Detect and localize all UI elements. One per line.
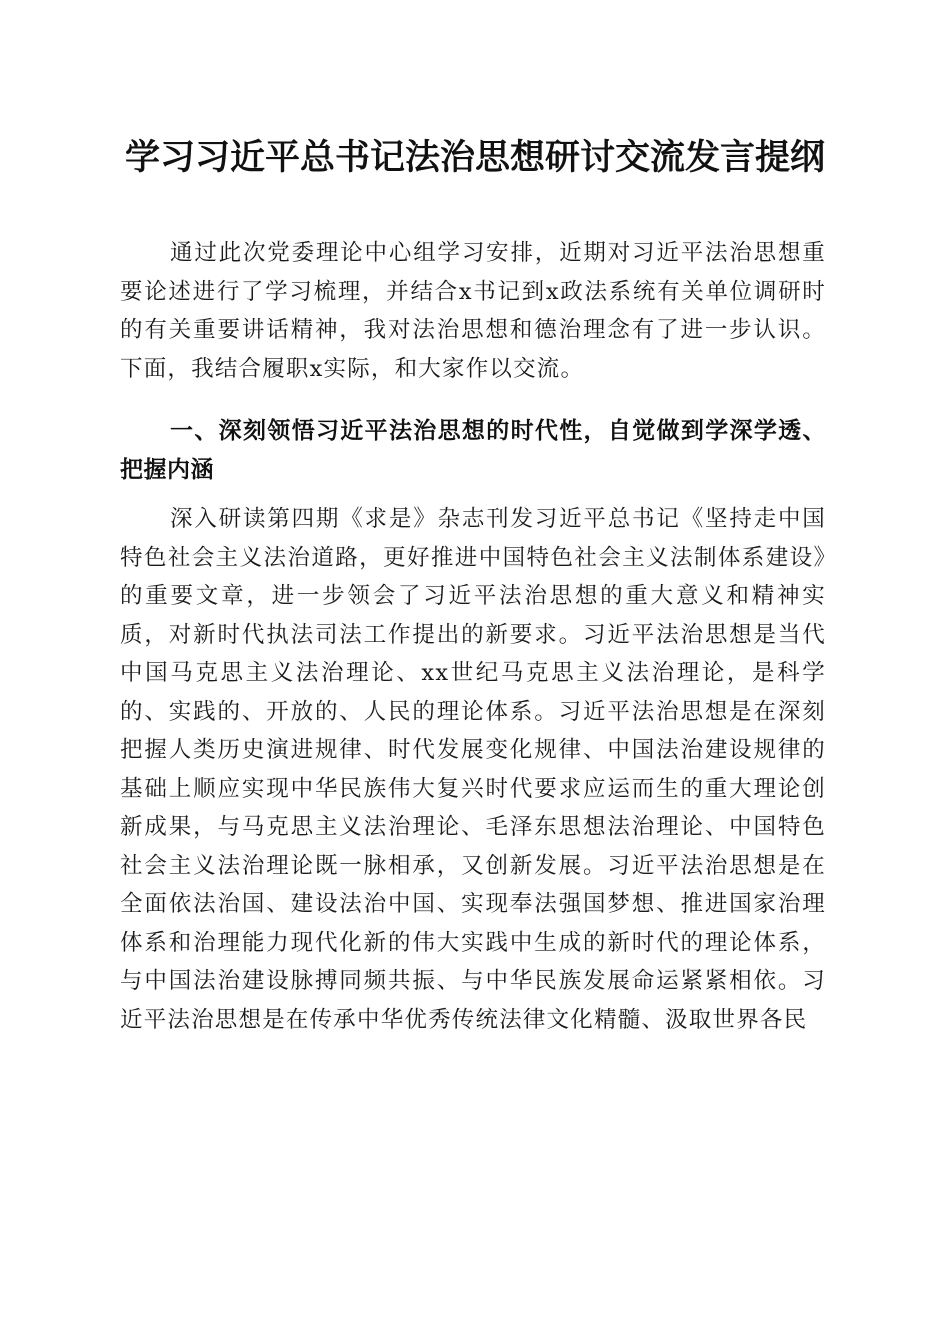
section-paragraph: 深入研读第四期《求是》杂志刊发习近平总书记《坚持走中国特色社会主义法治道路，更好推进中国特色社会主义法制体系建设》的重要文章，进一步领会了习近平法治思想的重大意义和精神实质，对新时代执法司法工作提出的新要求。习近平法治思想是当代中国马克思主义法治理论、xx世纪马克思主义法治理论，是科学的、实践的、开放的、人民的理论体系。习近平法治思想是在深刻把握人类历史演进规律、时代发展变化规律、中国法治建设规律的基础上顺应实现中华民族伟大复兴时代要求应运而生的重大理论创新成果，与马克思主义法治理论、毛泽东思想法治理论、中国特色社会主义法治理论既一脉相承，又创新发展。习近平法治思想是在全面依法治国、建设法治中国、实现奉法强国梦想、推进国家治理体系和治理能力现代化新的伟大实践中生成的新时代的理论体系，与中国法治建设脉搏同频共振、与中华民族发展命运紧紧相依。习近平法治思想是在传承中华优秀传统法律文化精髓、汲取世界各民 [120, 506, 826, 1033]
intro-paragraph: 通过此次党委理论中心组学习安排，近期对习近平法治思想重要论述进行了学习梳理，并结合x书记到x政法系统有关单位调研时的有关重要讲话精神，我对法治思想和德治理念有了进一步认识。下面，我结合履职x实际，和大家作以交流。 [120, 240, 826, 382]
document-title: 学习习近平总书记法治思想研讨交流发言提纲 [124, 137, 825, 178]
section-heading: 一、深刻领悟习近平法治思想的时代性，自觉做到学深学透、把握内涵 [120, 418, 826, 483]
